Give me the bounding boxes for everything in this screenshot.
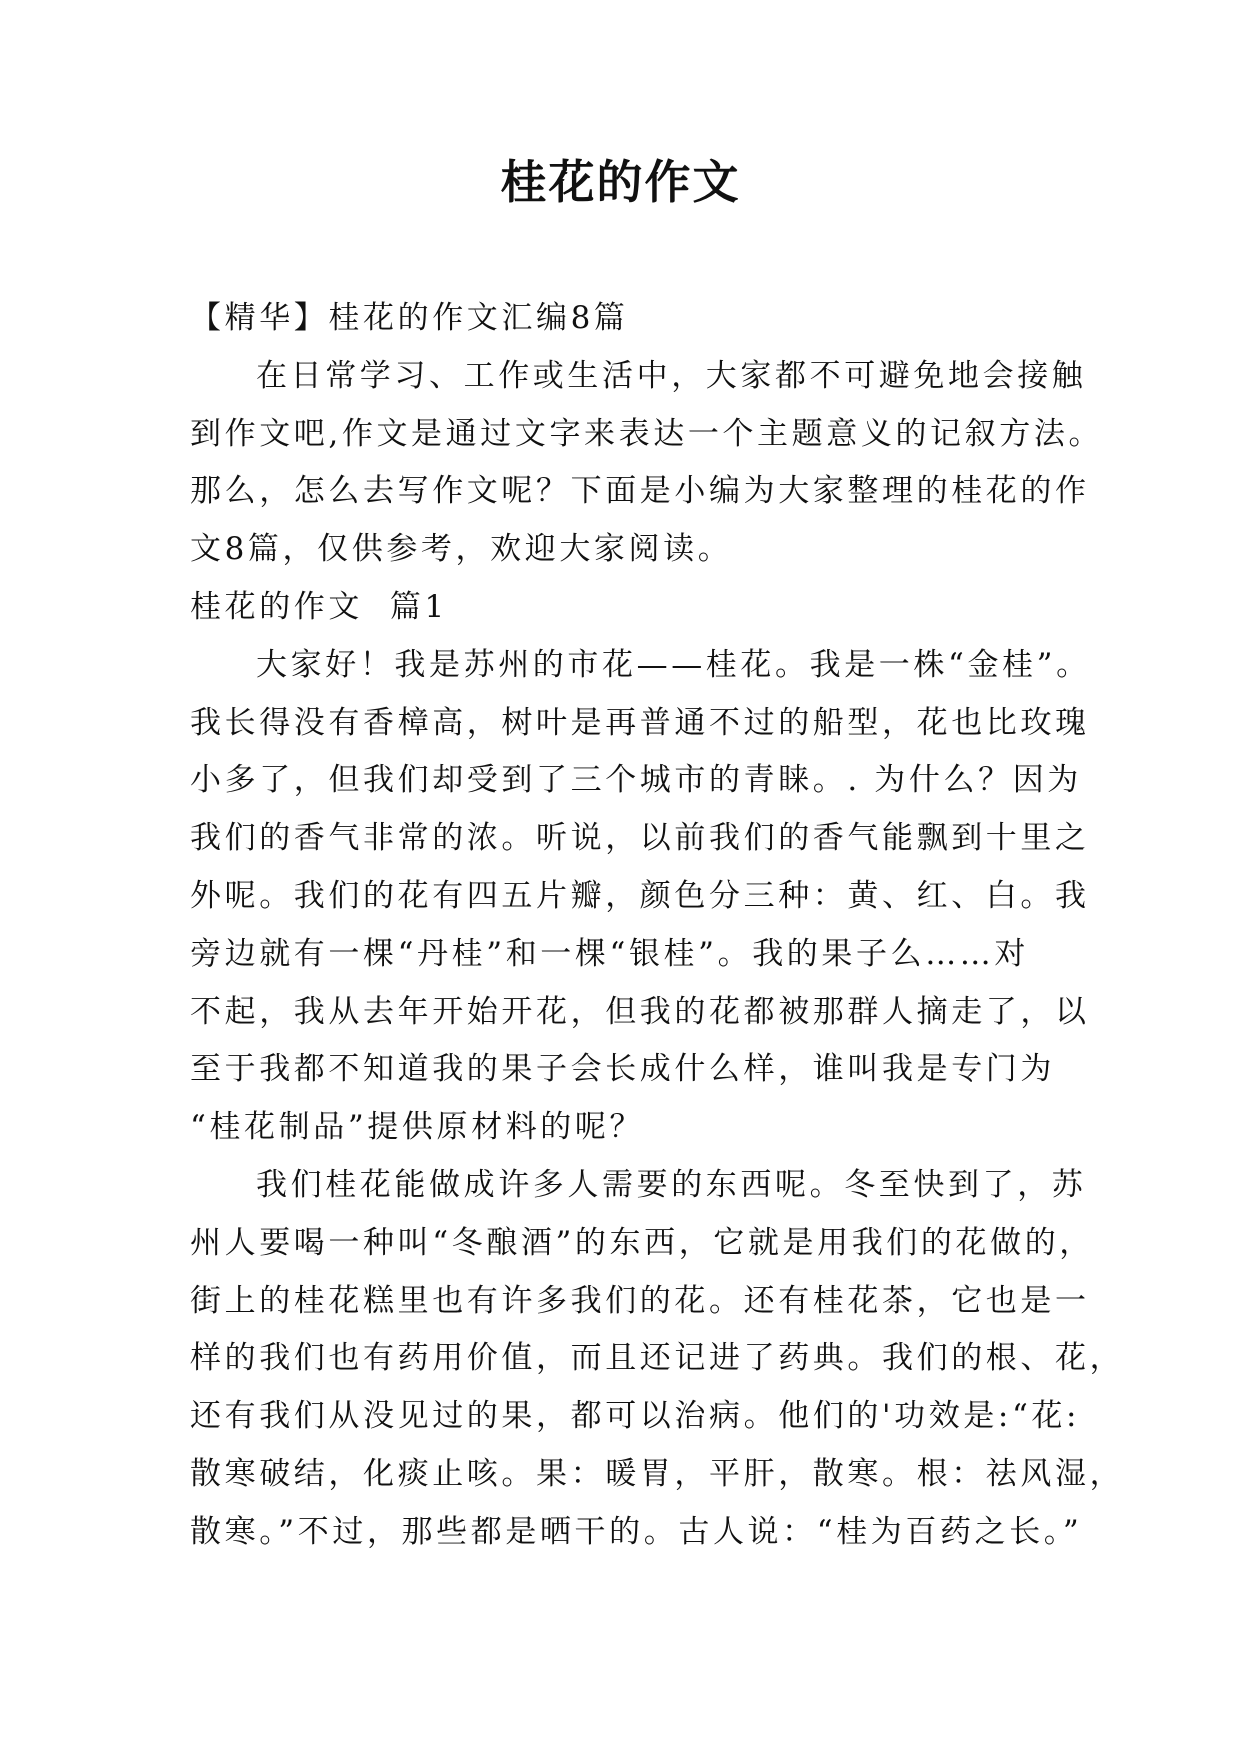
paragraph-line: 至于我都不知道我的果子会长成什么样，谁叫我是专门为 bbox=[190, 1051, 1055, 1088]
paragraph-line: 外呢。我们的花有四五片瓣，颜色分三种：黄、红、白。我 bbox=[190, 877, 1090, 914]
paragraph-line: 不起，我从去年开始开花，但我的花都被那群人摘走了，以 bbox=[190, 993, 1090, 1030]
paragraph-line: 小多了，但我们却受到了三个城市的青睐。. 为什么？因为 bbox=[190, 762, 1082, 799]
paragraph-line: 散寒。”不过，那些都是晒干的。古人说：“桂为百药之长。” bbox=[190, 1513, 1083, 1550]
intro-line: 文8篇，仅供参考，欢迎大家阅读。 bbox=[190, 531, 733, 568]
intro-line: 到作文吧,作文是通过文字来表达一个主题意义的记叙方法。 bbox=[190, 415, 1104, 452]
paragraph-line: 还有我们从没见过的果，都可以治病。他们的'功效是:“花: bbox=[190, 1398, 1081, 1435]
document-body bbox=[190, 290, 1125, 1562]
paragraph-line: 散寒破结，化痰止咳。果：暖胃，平肝，散寒。根：祛风湿， bbox=[190, 1455, 1125, 1492]
paragraph-line: “桂花制品”提供原材料的呢？ bbox=[190, 1109, 645, 1146]
paragraph-line: 街上的桂花糕里也有许多我们的花。还有桂花茶，它也是一 bbox=[190, 1282, 1090, 1319]
document-subtitle: 【精华】桂花的作文汇编8篇 bbox=[190, 300, 629, 336]
paragraph-line: 我们的香气非常的浓。听说，以前我们的香气能飘到十里之 bbox=[190, 820, 1090, 857]
paragraph-line: 旁边就有一棵“丹桂”和一棵“银桂”。我的果子么……对 bbox=[190, 935, 1029, 972]
intro-line: 那么，怎么去写作文呢？下面是小编为大家整理的桂花的作 bbox=[190, 473, 1090, 510]
paragraph-line: 我们桂花能做成许多人需要的东西呢。冬至快到了，苏 bbox=[256, 1166, 1087, 1203]
paragraph-line: 我长得没有香樟高，树叶是再普通不过的船型，花也比玫瑰 bbox=[190, 704, 1090, 741]
paragraph-line: 大家好！我是苏州的市花——桂花。我是一株“金桂”。 bbox=[256, 646, 1091, 683]
document-title: 桂花的作文 bbox=[500, 155, 741, 209]
paragraph-line: 州人要喝一种叫“冬酿酒”的东西，它就是用我们的花做的， bbox=[190, 1224, 1094, 1261]
section-heading: 桂花的作文 篇1 bbox=[190, 588, 448, 625]
intro-line: 在日常学习、工作或生活中，大家都不可避免地会接触 bbox=[256, 357, 1087, 394]
paragraph-line: 样的我们也有药用价值，而且还记进了药典。我们的根、花， bbox=[190, 1340, 1125, 1377]
